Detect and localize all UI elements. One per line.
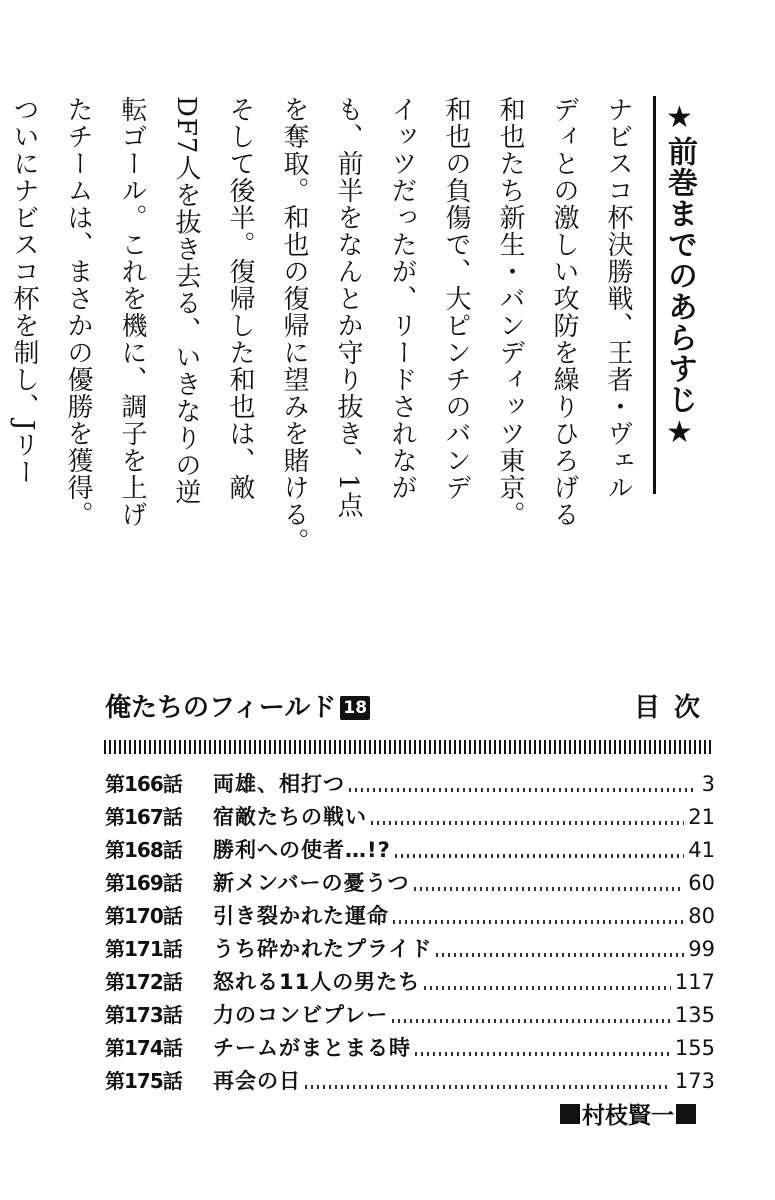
dot-leader [393,920,684,924]
recap-line: ついにナビスコ杯を制し、Jリー [9,96,39,486]
recap-line: DF7人を抜き去る、いきなりの逆 [171,96,201,506]
black-square-icon [560,1104,580,1124]
chapter-title: 勝利への使者…!? [213,838,391,862]
chapter-page: 155 [674,1036,715,1060]
chapter-number: 第170話 [105,904,182,928]
chapter-title: 宿敵たちの戦い [213,805,367,829]
toc-label: 目次 [634,693,715,723]
dot-leader [424,986,671,990]
dot-leader [392,1019,671,1023]
chapter-title: 怒れる11人の男たち [213,970,421,994]
recap-line: 和也たち新生・バンディッツ東京。 [495,96,525,528]
chapter-title: 再会の日 [213,1069,301,1093]
chapter-page: 41 [688,838,715,862]
toc-entry[interactable] [105,768,715,801]
chapter-number: 第175話 [105,1069,182,1093]
recap-line: イッツだったが、リードされなが [387,96,417,501]
toc-entry[interactable] [105,966,715,999]
dot-leader [395,854,685,858]
chapter-page: 3 [701,772,715,796]
toc-entry[interactable] [105,900,715,933]
chapter-title: 力のコンビプレー [213,1003,389,1027]
toc-entry[interactable] [105,801,715,834]
black-square-icon [676,1104,696,1124]
toc-entry[interactable] [105,1032,715,1065]
recap-line: ナビスコ杯決勝戦、王者・ヴェル [603,96,633,501]
toc-entry[interactable] [105,867,715,900]
chapter-number: 第166話 [105,772,182,796]
chapter-title: チームがまとまる時 [213,1036,411,1060]
author-credit [560,1097,696,1130]
recap-line: も、前半をなんとか守り抜き、1点 [333,96,363,519]
toc-book-title [105,692,370,724]
chapter-page: 80 [688,904,715,928]
chapter-page: 60 [688,871,715,895]
chapter-number: 第169話 [105,871,182,895]
recap-line: ディとの激しい攻防を繰りひろげる [549,96,579,528]
dot-leader [415,1052,671,1056]
author-name: 村枝賢一 [582,1103,674,1129]
toc-divider [104,740,712,754]
chapter-title: うち砕かれたプライド [213,937,433,961]
book-title: 俺たちのフィールド [105,693,337,723]
volume-badge: 18 [340,696,370,720]
recap-divider [653,96,656,494]
dot-leader [349,788,697,792]
chapter-title: 両雄、相打つ [213,772,345,796]
toc-entry[interactable] [105,999,715,1032]
recap-body [9,96,645,555]
recap-line: 転ゴール。これを機に、調子を上げ [117,96,147,528]
chapter-number: 第171話 [105,937,182,961]
chapter-page: 117 [674,970,715,994]
chapter-title: 新メンバーの憂うつ [213,871,410,895]
dot-leader [371,821,684,825]
chapter-page: 21 [688,805,715,829]
recap-line: たチームは、まさかの優勝を獲得。 [63,96,93,528]
dot-leader [305,1085,671,1089]
recap-line: そして後半。復帰した和也は、敵 [225,96,255,501]
chapter-title: 引き裂かれた運命 [213,904,389,928]
chapter-page: 99 [688,937,715,961]
chapter-page: 173 [674,1069,715,1093]
chapter-number: 第167話 [105,805,182,829]
chapter-page: 135 [674,1003,715,1027]
chapter-number: 第173話 [105,1003,182,1027]
toc-entry[interactable] [105,933,715,966]
recap-heading: ★前巻までのあらすじ★ [662,100,697,451]
dot-leader [436,953,684,957]
toc-list [105,768,715,1098]
toc-entry[interactable] [105,834,715,867]
recap-line: 和也の負傷で、大ピンチのバンデ [441,96,471,501]
recap-line: を奪取。和也の復帰に望みを賭ける。 [279,96,309,555]
toc-entry[interactable] [105,1065,715,1098]
chapter-number: 第174話 [105,1036,182,1060]
chapter-number: 第168話 [105,838,182,862]
chapter-number: 第172話 [105,970,182,994]
dot-leader [414,887,685,891]
